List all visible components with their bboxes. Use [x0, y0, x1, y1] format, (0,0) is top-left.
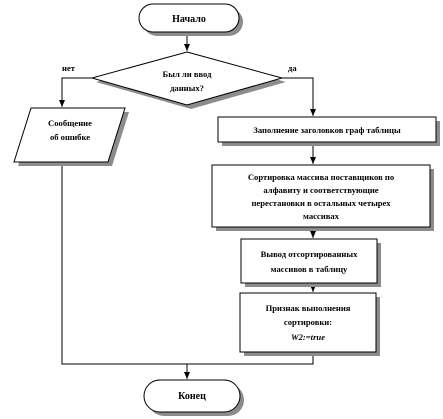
- output-label-line1: Вывод отсортированных: [260, 249, 358, 259]
- branch-no-label: нет: [62, 63, 75, 73]
- flag-process-box: [240, 293, 380, 356]
- headers-process-box: [218, 117, 440, 146]
- sort-label-line2: алфавиту и соответствующие: [263, 185, 379, 195]
- arrow-decision-no: [62, 78, 92, 107]
- end-terminator: [144, 380, 244, 416]
- flag-expression: W2:=true: [290, 332, 326, 342]
- headers-label: Заполнение заголовков граф таблицы: [253, 125, 401, 135]
- branch-yes-label: да: [288, 63, 297, 73]
- output-process-box: [241, 239, 381, 287]
- sort-label-line1: Сортировка массива поставщиков по: [247, 172, 395, 182]
- sort-label-line3: перестановки в остальных четырех: [251, 198, 391, 208]
- error-message-line1: Сообщение: [48, 118, 92, 128]
- end-label: Конец: [178, 391, 206, 402]
- decision-diamond: [92, 52, 286, 109]
- flag-label-line1: Признак выполнения: [265, 303, 351, 313]
- error-message-box: [14, 108, 129, 166]
- decision-label-line2: данных?: [170, 83, 204, 93]
- sort-label-line4: массивах: [303, 211, 339, 221]
- sort-process-box: [212, 165, 434, 231]
- line-error-to-merge: [62, 162, 187, 364]
- start-terminator: [139, 4, 243, 36]
- flag-label-line2: сортировки:: [283, 317, 333, 327]
- arrow-decision-yes: [282, 78, 313, 116]
- output-label-line2: массивов в таблицу: [270, 264, 348, 274]
- error-message-line2: об ошибке: [49, 132, 91, 142]
- decision-label-line1: Был ли ввод: [162, 69, 212, 79]
- start-label: Начало: [172, 14, 206, 25]
